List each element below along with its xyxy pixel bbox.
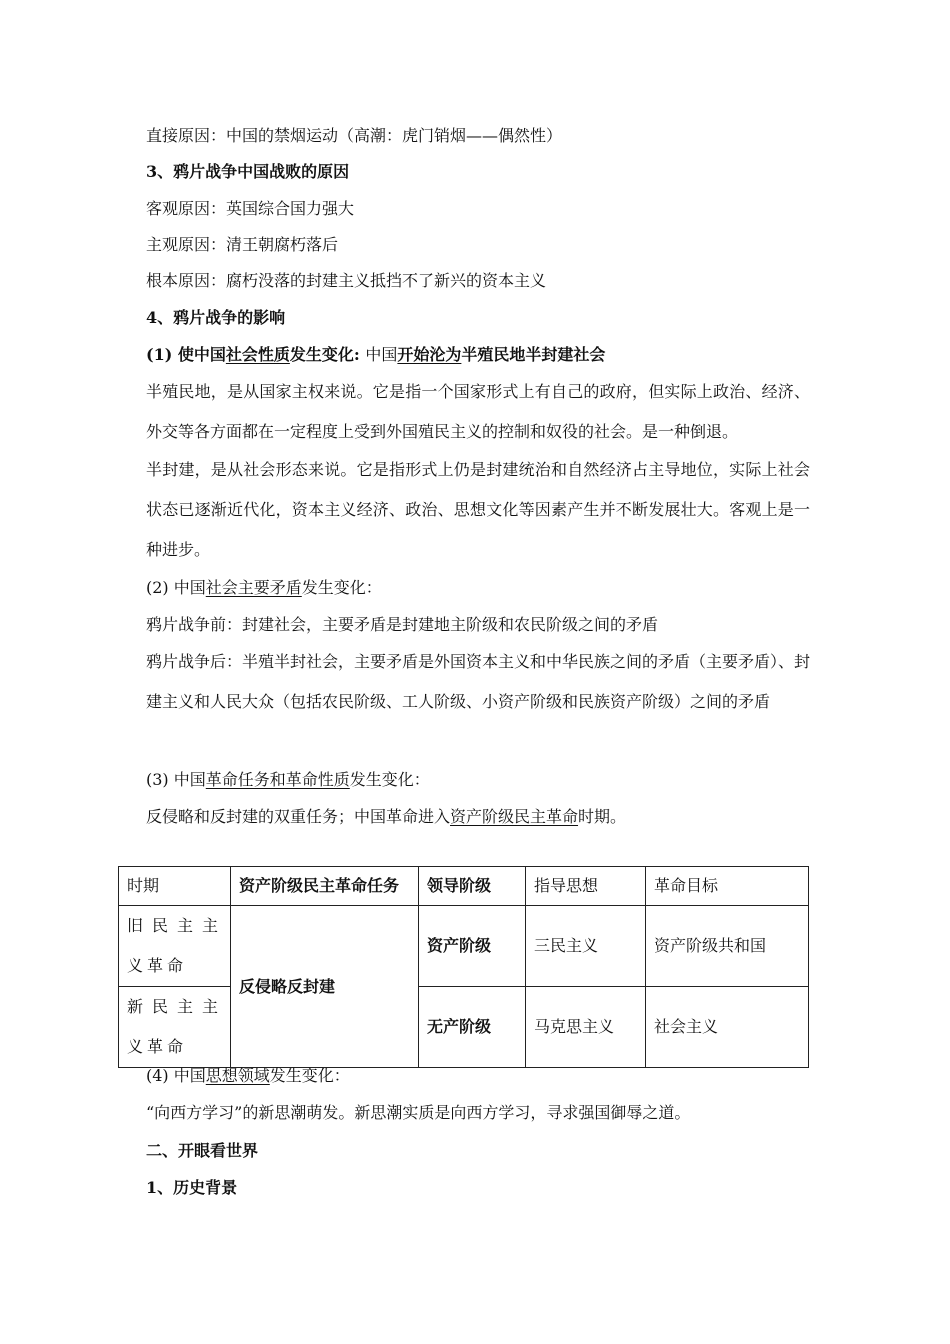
point2-line: [146, 576, 810, 600]
table-header: 指导思想: [526, 867, 646, 906]
point3-detail-line: [146, 805, 810, 829]
point4-ideology-field: 思想领域: [205, 1066, 270, 1085]
point2-change: 发生变化：: [301, 578, 382, 597]
subjective-cause-line: 主观原因：清王朝腐朽落后: [146, 235, 339, 254]
point2-prefix: (2) 中国: [146, 578, 206, 597]
point1-social-nature: 社会性质: [225, 345, 290, 364]
table-cell-period: 新民主主义革命: [119, 987, 231, 1068]
table-row: [119, 906, 809, 987]
semicolonial-paragraph: 半殖民地，是从国家主权来说。它是指一个国家形式上有自己的政府，但实际上政治、经济、外交等各方面都在一定程度上受到外国殖民主义的控制和奴役的社会。是一种倒退。: [146, 382, 810, 441]
point1-line: [146, 343, 810, 367]
table-cell-goal: 社会主义: [646, 987, 809, 1068]
point3-revolution-task: 革命任务和革命性质: [205, 770, 350, 789]
semifeudal-paragraph: 半封建，是从社会形态来说。它是指形式上仍是封建统治和自然经济占主导地位，实际上社会状态已逐渐近代化，资本主义经济、政治、思想文化等因素产生并不断发展壮大。客观上是一种进步。: [146, 460, 810, 559]
point4-change: 发生变化：: [269, 1066, 350, 1085]
table-header: 资产阶级民主革命任务: [231, 867, 419, 906]
table-header: 革命目标: [646, 867, 809, 906]
table-cell-leader: 无产阶级: [419, 987, 526, 1068]
table-row: [119, 987, 809, 1068]
point3-change: 发生变化：: [349, 770, 430, 789]
point4-prefix: (4) 中国: [146, 1066, 206, 1085]
point1-began: 开始沦为: [397, 345, 462, 364]
table-cell-leader: 资产阶级: [419, 906, 526, 987]
after-war-paragraph: 鸦片战争后：半殖半封社会，主要矛盾是外国资本主义和中华民族之间的矛盾（主要矛盾）、封建主义和人民大众（包括农民阶级、工人阶级、小资产阶级和民族资产阶级）之间的矛盾: [146, 652, 811, 711]
point3-prefix: (3) 中国: [146, 770, 206, 789]
point4-line: [146, 1064, 810, 1088]
point3-period: 时期。: [578, 807, 627, 826]
table-cell-task: 反侵略反封建: [231, 906, 419, 1068]
point1-semicolonial-society: 半殖民地半封建社会: [461, 345, 606, 364]
table-header-row: [119, 867, 809, 906]
point2-main-contradiction: 社会主要矛盾: [205, 578, 302, 597]
point4-detail-line: “向西方学习”的新思潮萌发。新思潮实质是向西方学习，寻求强国御辱之道。: [146, 1103, 691, 1122]
table-cell-period: 旧民主主义革命: [119, 906, 231, 987]
section2-title: 二、开眼看世界: [146, 1141, 259, 1160]
section2-subtitle: 1、历史背景: [146, 1178, 238, 1197]
fundamental-cause-line: 根本原因：腐朽没落的封建主义抵挡不了新兴的资本主义: [146, 271, 547, 290]
point3-bourgeois-revolution: 资产阶级民主革命: [450, 807, 579, 826]
revolution-table: [118, 866, 809, 1068]
table-cell-ideology: 马克思主义: [526, 987, 646, 1068]
objective-cause-line: 客观原因：英国综合国力强大: [146, 199, 355, 218]
heading-war-impact: 4、鸦片战争的影响: [146, 308, 286, 327]
point3-line: [146, 768, 810, 792]
before-war-line: 鸦片战争前：封建社会，主要矛盾是封建地主阶级和农民阶级之间的矛盾: [146, 615, 659, 634]
table-cell-goal: 资产阶级共和国: [646, 906, 809, 987]
table-cell-ideology: 三民主义: [526, 906, 646, 987]
point1-prefix: (1) 使中国: [146, 345, 226, 364]
point3-dual-task: 反侵略和反封建的双重任务；中国革命进入: [146, 807, 451, 826]
point1-china: 中国: [365, 345, 398, 364]
table-header: 领导阶级: [419, 867, 526, 906]
point1-change: 发生变化:: [289, 345, 366, 364]
direct-cause-line: 直接原因：中国的禁烟运动（高潮：虎门销烟——偶然性）: [146, 126, 563, 145]
heading-defeat-causes: 3、鸦片战争中国战败的原因: [146, 162, 350, 181]
table-header: 时期: [119, 867, 231, 906]
